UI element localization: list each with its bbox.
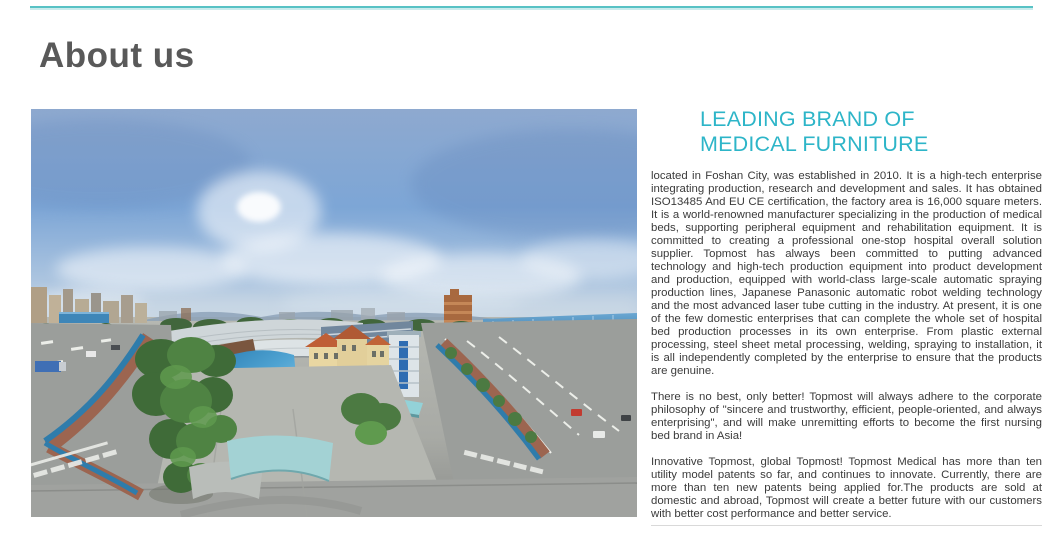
section-heading-line2: MEDICAL FURNITURE (700, 132, 929, 156)
section-heading-line1: LEADING BRAND OF (700, 107, 915, 131)
sky (31, 109, 637, 327)
about-paragraph-2: There is no best, only better! Topmost will always adhere to the corporate philosophy of "sincere and trustworthy, efficient, people-oriented, and always enterprising", and will make unremitting efforts to become the first nursing bed brand in Asia! (651, 391, 1042, 442)
about-text-column (651, 107, 1042, 526)
page-title: About us (39, 36, 195, 75)
top-divider (30, 6, 1033, 8)
bottom-divider (651, 525, 1042, 526)
factory-panorama-photo (31, 109, 637, 517)
section-heading (700, 107, 1042, 157)
about-paragraph-3: Innovative Topmost, global Topmost! Topmost Medical has more than ten utility model patents so far, and continues to innovate. Currently, there are more than ten new patents being applied for.The products are sold at domestic and abroad, Topmost will create a better future with our customers with better cost performance and better service. (651, 456, 1042, 520)
about-paragraph-1: located in Foshan City, was established in 2010. It is a high-tech enterprise integrating production, research and development and sales. It has obtained ISO13485 And EU CE certification, the factory area is 16,000 square meters. It is a world-renowned manufacturer specializing in the production of medical beds, supporting peripheral equipment and rehabilitation equipment. It is committed to creating a professional one-stop hospital overall solution supplier. Topmost has always been committed to putting advanced technology and high-tech production equipment into product development and production, equipped with world-class large-scale automatic spraying production lines, Japanese Panasonic automatic robot welding technology and the most advanced laser tube cutting in the industry. At present, it is one of the few domestic enterprises that can complete the whole set of hospital bed production processes in its own enterprise. From plastic external processing, steel sheet metal processing, welding, spraying to installation, it is all independently completed by the enterprise to ensure that the products are genuine. (651, 170, 1042, 377)
